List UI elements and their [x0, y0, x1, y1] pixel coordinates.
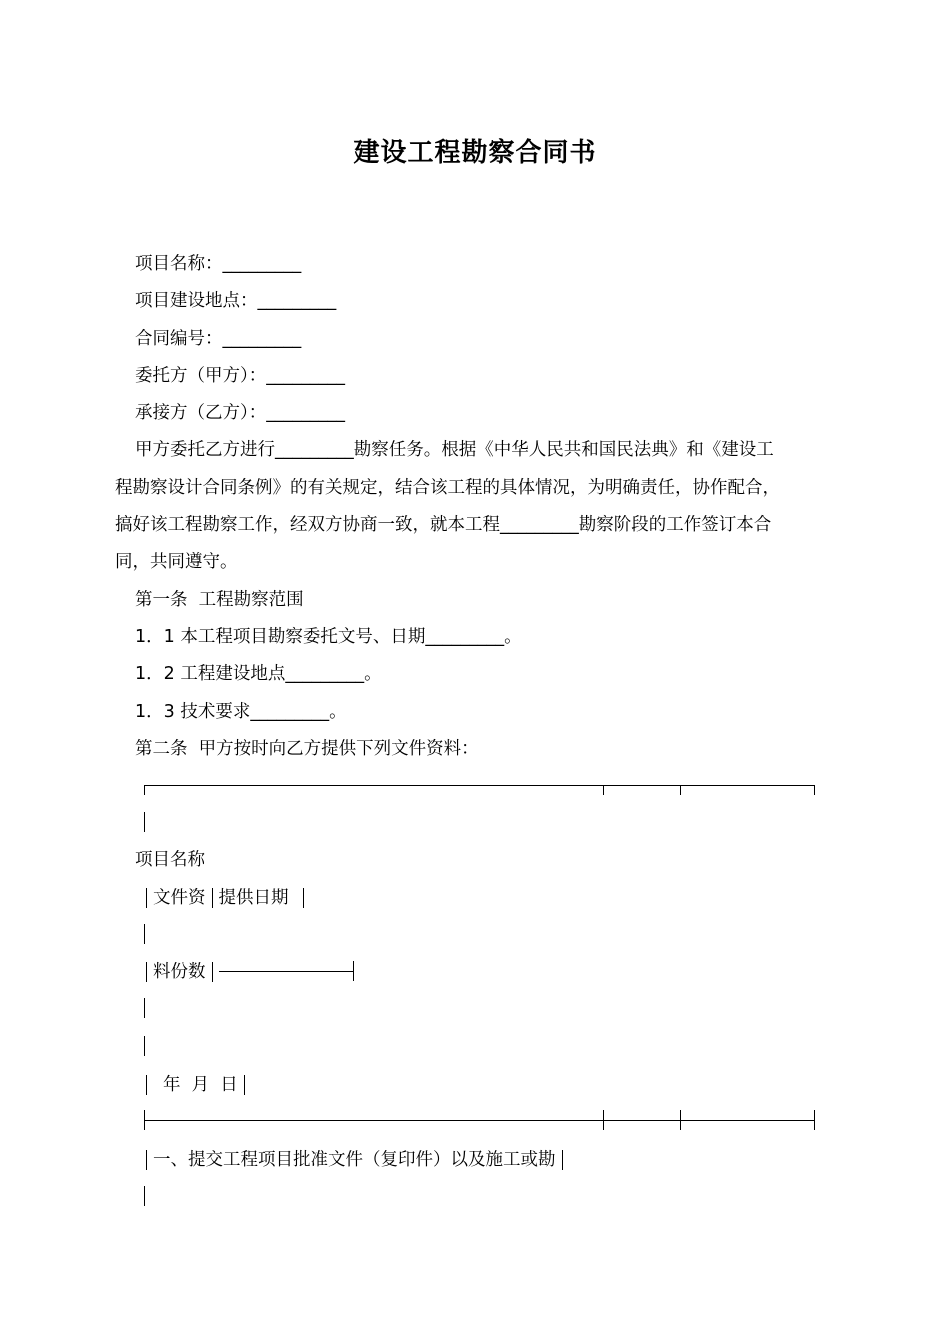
- article-1-item-1: 1．1 本工程项目勘察委托文号、日期_________。: [135, 627, 522, 647]
- cell-border: [146, 888, 147, 908]
- document-title: 建设工程勘察合同书: [353, 138, 597, 168]
- intro-line-3: 搞好该工程勘察工作，经双方协商一致，就本工程_________勘察阶段的工作签订本合: [115, 515, 772, 535]
- table-col-divider: [680, 785, 681, 795]
- table-cell-border: [144, 1186, 145, 1206]
- cell-border: [146, 1150, 147, 1170]
- field-label: 项目建设地点：: [135, 291, 258, 311]
- article-1-item-3: 1．3 技术要求_________。: [135, 702, 347, 722]
- table-cross-right: [814, 1110, 815, 1130]
- table-corner-right: [814, 785, 815, 795]
- field-blank: _________: [266, 366, 345, 386]
- table-cross-left: [144, 1110, 145, 1130]
- table-header-row: [140, 886, 310, 910]
- table-cross: [603, 1110, 604, 1130]
- field-label: 委托方（甲方）：: [135, 366, 267, 386]
- field-project-name: [135, 252, 301, 276]
- cell-border: [244, 1075, 245, 1095]
- table-col-provide-date: 提供日期: [218, 888, 289, 908]
- field-label: 承接方（乙方）：: [135, 403, 267, 423]
- table-corner-left: [144, 785, 145, 795]
- intro-line-4: 同，共同遵守。: [115, 552, 238, 572]
- table-col-divider: [603, 785, 604, 795]
- cell-border: [146, 962, 147, 982]
- table-col-file-count-a: 文件资: [153, 888, 206, 908]
- intro-line-2: 程勘察设计合同条例》的有关规定，结合该工程的具体情况，为明确责任，协作配合，: [115, 478, 780, 498]
- table-inner-rule: [219, 971, 353, 972]
- field-label: 合同编号：: [135, 329, 223, 349]
- field-label: 项目名称：: [135, 254, 223, 274]
- table-header-row-2: [140, 960, 213, 984]
- cell-border: [562, 1150, 563, 1170]
- field-party-a: [135, 364, 345, 388]
- cell-border: [212, 888, 213, 908]
- field-project-location: [135, 289, 336, 313]
- table-cell-border: [144, 998, 145, 1018]
- article-1-item-2: 1．2 工程建设地点_________。: [135, 664, 382, 684]
- table-cross: [680, 1110, 681, 1130]
- intro-line-1: 甲方委托乙方进行_________勘察任务。根据《中华人民共和国民法典》和《建设工: [135, 440, 774, 460]
- article-2-heading: 第二条 甲方按时向乙方提供下列文件资料：: [135, 739, 479, 759]
- table-date-label: 年 月 日: [163, 1075, 238, 1095]
- table-cell-border: [144, 924, 145, 944]
- table-top-border: [144, 785, 814, 786]
- table-date-row: [140, 1073, 251, 1097]
- table-cell-border: [144, 1036, 145, 1056]
- cell-border: [212, 962, 213, 982]
- field-blank: _________: [257, 291, 337, 311]
- field-party-b: [135, 401, 345, 425]
- table-row-1: [140, 1148, 569, 1172]
- field-blank: _________: [266, 403, 345, 423]
- table-col-project-name: 项目名称: [135, 850, 205, 870]
- table-middle-border: [144, 1120, 814, 1121]
- cell-border: [303, 888, 304, 908]
- field-blank: _________: [222, 329, 302, 349]
- table-col-file-count-b: 料份数: [153, 962, 206, 982]
- table-cell-border: [144, 812, 145, 832]
- field-blank: _________: [222, 254, 302, 274]
- field-contract-number: [135, 327, 301, 351]
- table-cell-border: [353, 961, 354, 981]
- table-row-1-text: 一、提交工程项目批准文件（复印件）以及施工或勘: [153, 1150, 556, 1170]
- cell-border: [146, 1075, 147, 1095]
- article-1-heading: 第一条 工程勘察范围: [135, 590, 304, 610]
